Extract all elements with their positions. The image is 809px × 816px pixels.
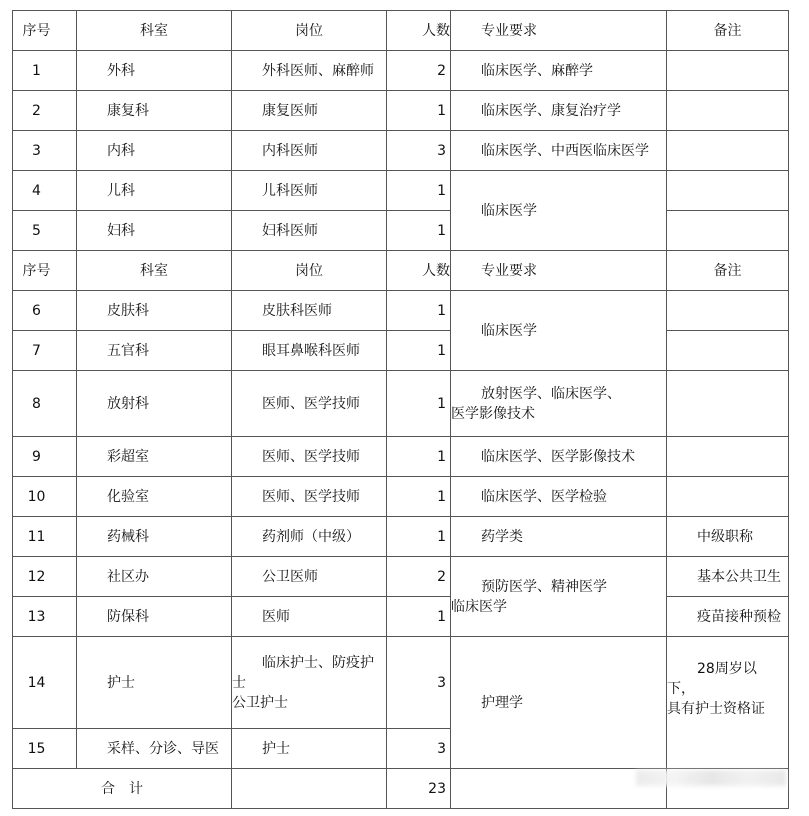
row-major: 药学类 (451, 517, 667, 557)
row-seq: 9 (13, 437, 77, 477)
blurred-watermark (636, 770, 786, 786)
row-post: 药剂师（中级） (232, 517, 387, 557)
row-note-line: 具有护士资格证 (667, 701, 765, 717)
row-seq: 3 (13, 131, 77, 171)
row-major: 临床医学 (451, 171, 667, 251)
row-count: 1 (387, 171, 451, 211)
row-seq: 14 (13, 637, 77, 729)
row-major (451, 371, 667, 437)
header-count: 人数 (387, 11, 451, 51)
row-seq: 2 (13, 91, 77, 131)
header-count: 人数 (387, 251, 451, 291)
row-seq: 12 (13, 557, 77, 597)
table-row (13, 131, 789, 171)
row-dept: 皮肤科 (77, 291, 232, 331)
row-note (667, 51, 789, 91)
table-row (13, 91, 789, 131)
row-count: 1 (387, 597, 451, 637)
row-major-line: 预防医学、精神医学 (481, 578, 607, 595)
row-seq: 11 (13, 517, 77, 557)
row-post: 儿科医师 (232, 171, 387, 211)
row-post: 医师、医学技师 (232, 437, 387, 477)
header-post: 岗位 (232, 11, 387, 51)
row-dept: 防保科 (77, 597, 232, 637)
row-post: 眼耳鼻喉科医师 (232, 331, 387, 371)
row-count: 3 (387, 131, 451, 171)
row-post: 医师 (232, 597, 387, 637)
row-count: 1 (387, 291, 451, 331)
row-count: 1 (387, 211, 451, 251)
row-dept: 康复科 (77, 91, 232, 131)
row-seq: 1 (13, 51, 77, 91)
row-major: 临床医学 (451, 291, 667, 371)
total-count: 23 (387, 769, 451, 809)
row-post: 内科医师 (232, 131, 387, 171)
table-row (13, 477, 789, 517)
header-note: 备注 (667, 251, 789, 291)
row-count: 1 (387, 91, 451, 131)
row-count: 1 (387, 331, 451, 371)
row-seq: 8 (13, 371, 77, 437)
row-dept: 外科 (77, 51, 232, 91)
row-post (232, 637, 387, 729)
row-count: 3 (387, 729, 451, 769)
row-note (667, 171, 789, 211)
row-post: 康复医师 (232, 91, 387, 131)
row-post-line: 临床护士、防疫护 (262, 654, 374, 671)
header-seq: 序号 (13, 11, 77, 51)
row-major: 临床医学、麻醉学 (451, 51, 667, 91)
row-major: 临床医学、中西医临床医学 (451, 131, 667, 171)
header-post: 岗位 (232, 251, 387, 291)
header-note: 备注 (667, 11, 789, 51)
row-note (667, 637, 789, 769)
row-dept: 社区办 (77, 557, 232, 597)
row-dept: 彩超室 (77, 437, 232, 477)
row-dept: 药械科 (77, 517, 232, 557)
row-major-line: 临床医学 (451, 598, 507, 615)
row-note (667, 211, 789, 251)
header-row (13, 11, 789, 51)
row-note (667, 371, 789, 437)
row-count: 1 (387, 517, 451, 557)
table-row (13, 211, 789, 251)
header-dept: 科室 (77, 11, 232, 51)
row-note-line: 下， (667, 681, 695, 697)
row-seq: 15 (13, 729, 77, 769)
row-seq: 6 (13, 291, 77, 331)
table-row (13, 437, 789, 477)
table-row (13, 557, 789, 597)
row-seq: 7 (13, 331, 77, 371)
row-dept: 放射科 (77, 371, 232, 437)
row-post: 公卫医师 (232, 557, 387, 597)
total-major-empty (451, 769, 667, 809)
row-count: 1 (387, 371, 451, 437)
row-note (667, 91, 789, 131)
row-major: 临床医学、医学影像技术 (451, 437, 667, 477)
row-seq: 10 (13, 477, 77, 517)
row-major: 临床医学、医学检验 (451, 477, 667, 517)
row-count: 1 (387, 437, 451, 477)
row-post: 医师、医学技师 (232, 371, 387, 437)
row-note (667, 437, 789, 477)
row-note-line: 28周岁以 (697, 661, 757, 677)
row-post: 皮肤科医师 (232, 291, 387, 331)
header-row (13, 251, 789, 291)
header-major: 专业要求 (451, 251, 667, 291)
row-dept: 儿科 (77, 171, 232, 211)
header-dept: 科室 (77, 251, 232, 291)
table-row (13, 331, 789, 371)
table-row (13, 171, 789, 211)
row-note (667, 291, 789, 331)
header-seq: 序号 (13, 251, 77, 291)
row-major: 护理学 (451, 637, 667, 769)
row-seq: 5 (13, 211, 77, 251)
row-major-line: 放射医学、临床医学、 (481, 385, 621, 402)
row-major (451, 557, 667, 637)
row-note: 疫苗接种预检 (667, 597, 789, 637)
row-note: 基本公共卫生 (667, 557, 789, 597)
row-post: 妇科医师 (232, 211, 387, 251)
row-dept: 妇科 (77, 211, 232, 251)
row-count: 3 (387, 637, 451, 729)
row-count: 2 (387, 51, 451, 91)
table-row (13, 51, 789, 91)
row-post: 医师、医学技师 (232, 477, 387, 517)
row-dept: 内科 (77, 131, 232, 171)
row-dept: 五官科 (77, 331, 232, 371)
header-major: 专业要求 (451, 11, 667, 51)
row-count: 1 (387, 477, 451, 517)
table-row (13, 291, 789, 331)
recruitment-table (12, 10, 789, 809)
row-note (667, 131, 789, 171)
total-label: 合 计 (13, 769, 232, 809)
row-note (667, 477, 789, 517)
row-post: 外科医师、麻醉师 (232, 51, 387, 91)
row-dept: 护士 (77, 637, 232, 729)
row-major-line: 医学影像技术 (451, 405, 535, 422)
table-row (13, 371, 789, 437)
row-dept: 采样、分诊、导医 (77, 729, 232, 769)
row-seq: 4 (13, 171, 77, 211)
row-major: 临床医学、康复治疗学 (451, 91, 667, 131)
row-post: 护士 (232, 729, 387, 769)
table-row (13, 597, 789, 637)
row-seq: 13 (13, 597, 77, 637)
table-row (13, 517, 789, 557)
row-post-line: 士 (232, 674, 246, 691)
row-count: 2 (387, 557, 451, 597)
table-row (13, 637, 789, 729)
row-dept: 化验室 (77, 477, 232, 517)
row-post-line: 公卫护士 (232, 694, 288, 711)
row-note: 中级职称 (667, 517, 789, 557)
row-note (667, 331, 789, 371)
total-post-empty (232, 769, 387, 809)
